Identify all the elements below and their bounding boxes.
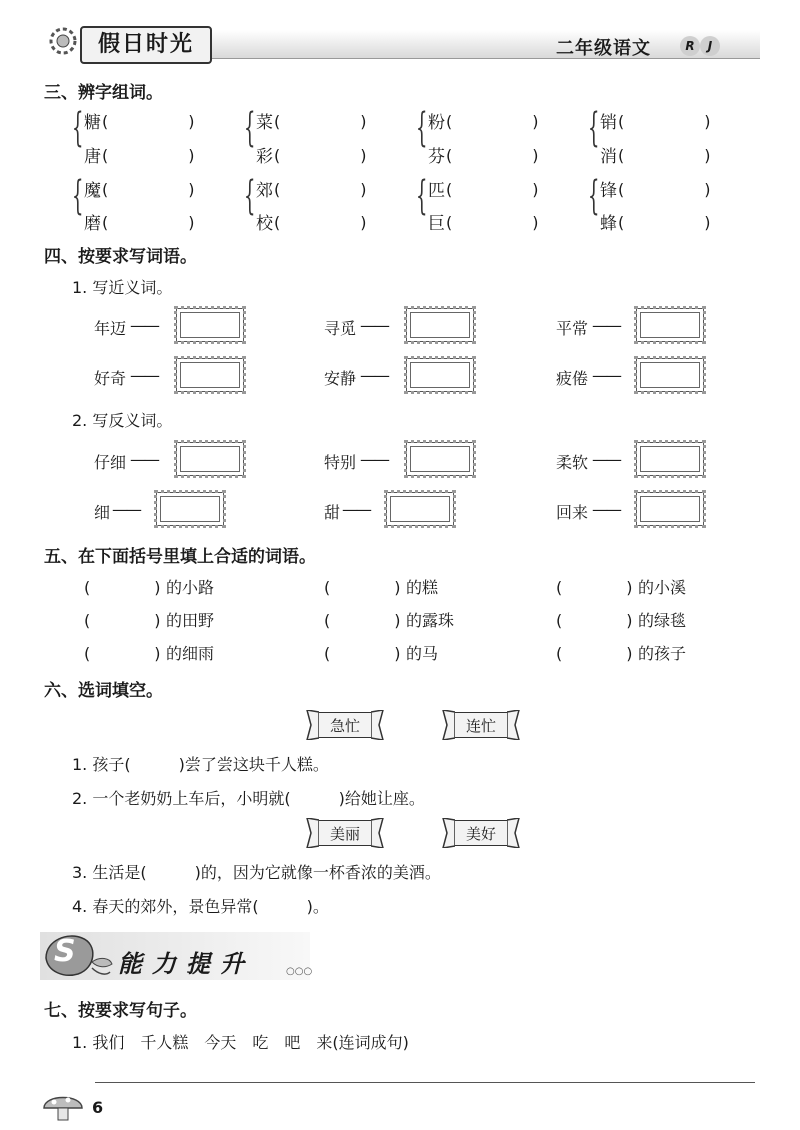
brace: {	[588, 173, 600, 219]
char: 彩	[256, 147, 273, 167]
dash: ——	[592, 500, 620, 519]
blank-paren[interactable]: ( )	[618, 112, 711, 131]
char: 粉	[428, 113, 445, 133]
sentence-task: 1. 我们 千人糕 今天 吃 吧 来(连词成句)	[72, 1033, 409, 1052]
blank-paren[interactable]: ( )	[102, 180, 195, 199]
blank-paren[interactable]: ( )	[274, 180, 367, 199]
brace: {	[72, 173, 84, 219]
brace: {	[416, 105, 428, 151]
word: 平常	[556, 319, 589, 338]
answer-box[interactable]	[636, 492, 704, 526]
dash: ——	[592, 366, 620, 385]
dash: ——	[592, 316, 620, 335]
phrase: 的孩子	[638, 644, 687, 663]
word: 柔软	[556, 453, 589, 472]
blank-paren[interactable]: ( )	[446, 112, 539, 131]
badge-r: R	[680, 36, 700, 56]
answer-box[interactable]	[636, 358, 704, 392]
dash: ——	[360, 366, 388, 385]
answer-box[interactable]	[156, 492, 224, 526]
blank-paren[interactable]: ( )	[324, 578, 401, 597]
char: 郊	[256, 181, 273, 201]
footer-rule	[95, 1082, 755, 1083]
char: 消	[600, 147, 617, 167]
blank-paren[interactable]: ( )	[446, 213, 539, 232]
brace: {	[416, 173, 428, 219]
dash: ——	[130, 366, 158, 385]
blank-paren[interactable]: ( )	[102, 213, 195, 232]
answer-box[interactable]	[406, 308, 474, 342]
answer-box[interactable]	[176, 358, 244, 392]
answer-box[interactable]	[176, 442, 244, 476]
word: 安静	[324, 369, 357, 388]
blank-paren[interactable]: ( )	[274, 213, 367, 232]
blank-paren[interactable]: ( )	[556, 644, 633, 663]
grade-subject: 二年级语文	[556, 38, 651, 59]
dash: ——	[112, 500, 140, 519]
tag-wrap-left	[305, 818, 319, 848]
mushroom-icon	[40, 1088, 86, 1124]
word: 寻觅	[324, 319, 357, 338]
word-tag	[318, 820, 372, 846]
char: 匹	[428, 181, 445, 201]
blank-paren[interactable]: ( )	[618, 180, 711, 199]
fill-sentence: 4. 春天的郊外，景色异常( )。	[72, 897, 329, 916]
answer-box[interactable]	[636, 308, 704, 342]
q-synonyms: 1. 写近义词。	[72, 278, 173, 297]
word: 疲倦	[556, 369, 589, 388]
brace: {	[244, 173, 256, 219]
answer-box[interactable]	[176, 308, 244, 342]
page-number: 6	[92, 1098, 104, 1117]
char: 巨	[428, 214, 445, 234]
badge-j: J	[700, 36, 720, 56]
char: 菜	[256, 113, 273, 133]
flower-icon	[46, 24, 80, 58]
section-3-title: 三、辨字组词。	[44, 83, 163, 103]
brand-title: 假日时光	[80, 26, 212, 64]
phrase: 的糕	[406, 578, 439, 597]
blank-paren[interactable]: ( )	[324, 644, 401, 663]
word: 细	[94, 503, 111, 522]
char: 校	[256, 214, 273, 234]
phrase: 的田野	[166, 611, 215, 630]
blank-paren[interactable]: ( )	[446, 146, 539, 165]
section-7-title: 七、按要求写句子。	[44, 1001, 197, 1021]
ability-badge-letter: S	[54, 934, 76, 969]
tag-word: 急忙	[329, 717, 360, 735]
dash: ——	[130, 316, 158, 335]
word: 好奇	[94, 369, 127, 388]
blank-paren[interactable]: ( )	[102, 146, 195, 165]
char: 芬	[428, 147, 445, 167]
tag-wrap-left	[441, 710, 455, 740]
brace: {	[588, 105, 600, 151]
dash: ——	[592, 450, 620, 469]
header-band	[210, 30, 760, 59]
word: 仔细	[94, 453, 127, 472]
char: 蜂	[600, 214, 617, 234]
answer-box[interactable]	[406, 442, 474, 476]
section-6-title: 六、选词填空。	[44, 681, 163, 701]
char: 唐	[84, 147, 101, 167]
tag-word: 美好	[465, 825, 496, 843]
char: 魔	[84, 181, 101, 201]
char: 销	[600, 113, 617, 133]
blank-paren[interactable]: ( )	[618, 146, 711, 165]
blank-paren[interactable]: ( )	[556, 578, 633, 597]
fill-sentence: 1. 孩子( )尝了尝这块千人糕。	[72, 755, 329, 774]
phrase: 的小路	[166, 578, 215, 597]
fill-sentence: 3. 生活是( )的，因为它就像一杯香浓的美酒。	[72, 863, 441, 882]
char: 磨	[84, 214, 101, 234]
blank-paren[interactable]: ( )	[556, 611, 633, 630]
phrase: 的小溪	[638, 578, 687, 597]
tag-word: 美丽	[329, 825, 360, 843]
tag-wrap-right	[371, 818, 385, 848]
word-tag	[318, 712, 372, 738]
tag-word: 连忙	[465, 717, 496, 735]
phrase: 的露珠	[406, 611, 455, 630]
phrase: 的绿毯	[638, 611, 687, 630]
word-tag	[454, 820, 508, 846]
blank-paren[interactable]: ( )	[84, 578, 161, 597]
blank-paren[interactable]: ( )	[84, 644, 161, 663]
dash: ——	[130, 450, 158, 469]
phrase: 的细雨	[166, 644, 215, 663]
answer-box[interactable]	[636, 442, 704, 476]
blank-paren[interactable]: ( )	[102, 112, 195, 131]
dash: ——	[342, 500, 370, 519]
word-tag	[454, 712, 508, 738]
phrase: 的马	[406, 644, 439, 663]
tag-wrap-left	[305, 710, 319, 740]
blank-paren[interactable]: ( )	[446, 180, 539, 199]
dash: ——	[360, 316, 388, 335]
tag-wrap-left	[441, 818, 455, 848]
q-antonyms: 2. 写反义词。	[72, 411, 173, 430]
word: 甜	[324, 503, 341, 522]
word: 年迈	[94, 319, 127, 338]
dash: ——	[360, 450, 388, 469]
word: 回来	[556, 503, 589, 522]
fill-sentence: 2. 一个老奶奶上车后，小明就( )给她让座。	[72, 789, 425, 808]
blank-paren[interactable]: ( )	[324, 611, 401, 630]
blank-paren[interactable]: ( )	[274, 146, 367, 165]
blank-paren[interactable]: ( )	[274, 112, 367, 131]
blank-paren[interactable]: ( )	[84, 611, 161, 630]
char: 锋	[600, 181, 617, 201]
answer-box[interactable]	[406, 358, 474, 392]
word: 特别	[324, 453, 357, 472]
char: 糖	[84, 113, 101, 133]
leaf-s-icon	[40, 928, 116, 984]
tag-wrap-right	[507, 710, 521, 740]
ability-title: 能力提升	[118, 950, 254, 978]
dots-decoration: ○○○	[286, 966, 313, 977]
blank-paren[interactable]: ( )	[618, 213, 711, 232]
section-4-title: 四、按要求写词语。	[44, 247, 197, 267]
tag-wrap-right	[371, 710, 385, 740]
brace: {	[72, 105, 84, 151]
answer-box[interactable]	[386, 492, 454, 526]
brace: {	[244, 105, 256, 151]
tag-wrap-right	[507, 818, 521, 848]
section-5-title: 五、在下面括号里填上合适的词语。	[44, 547, 316, 567]
